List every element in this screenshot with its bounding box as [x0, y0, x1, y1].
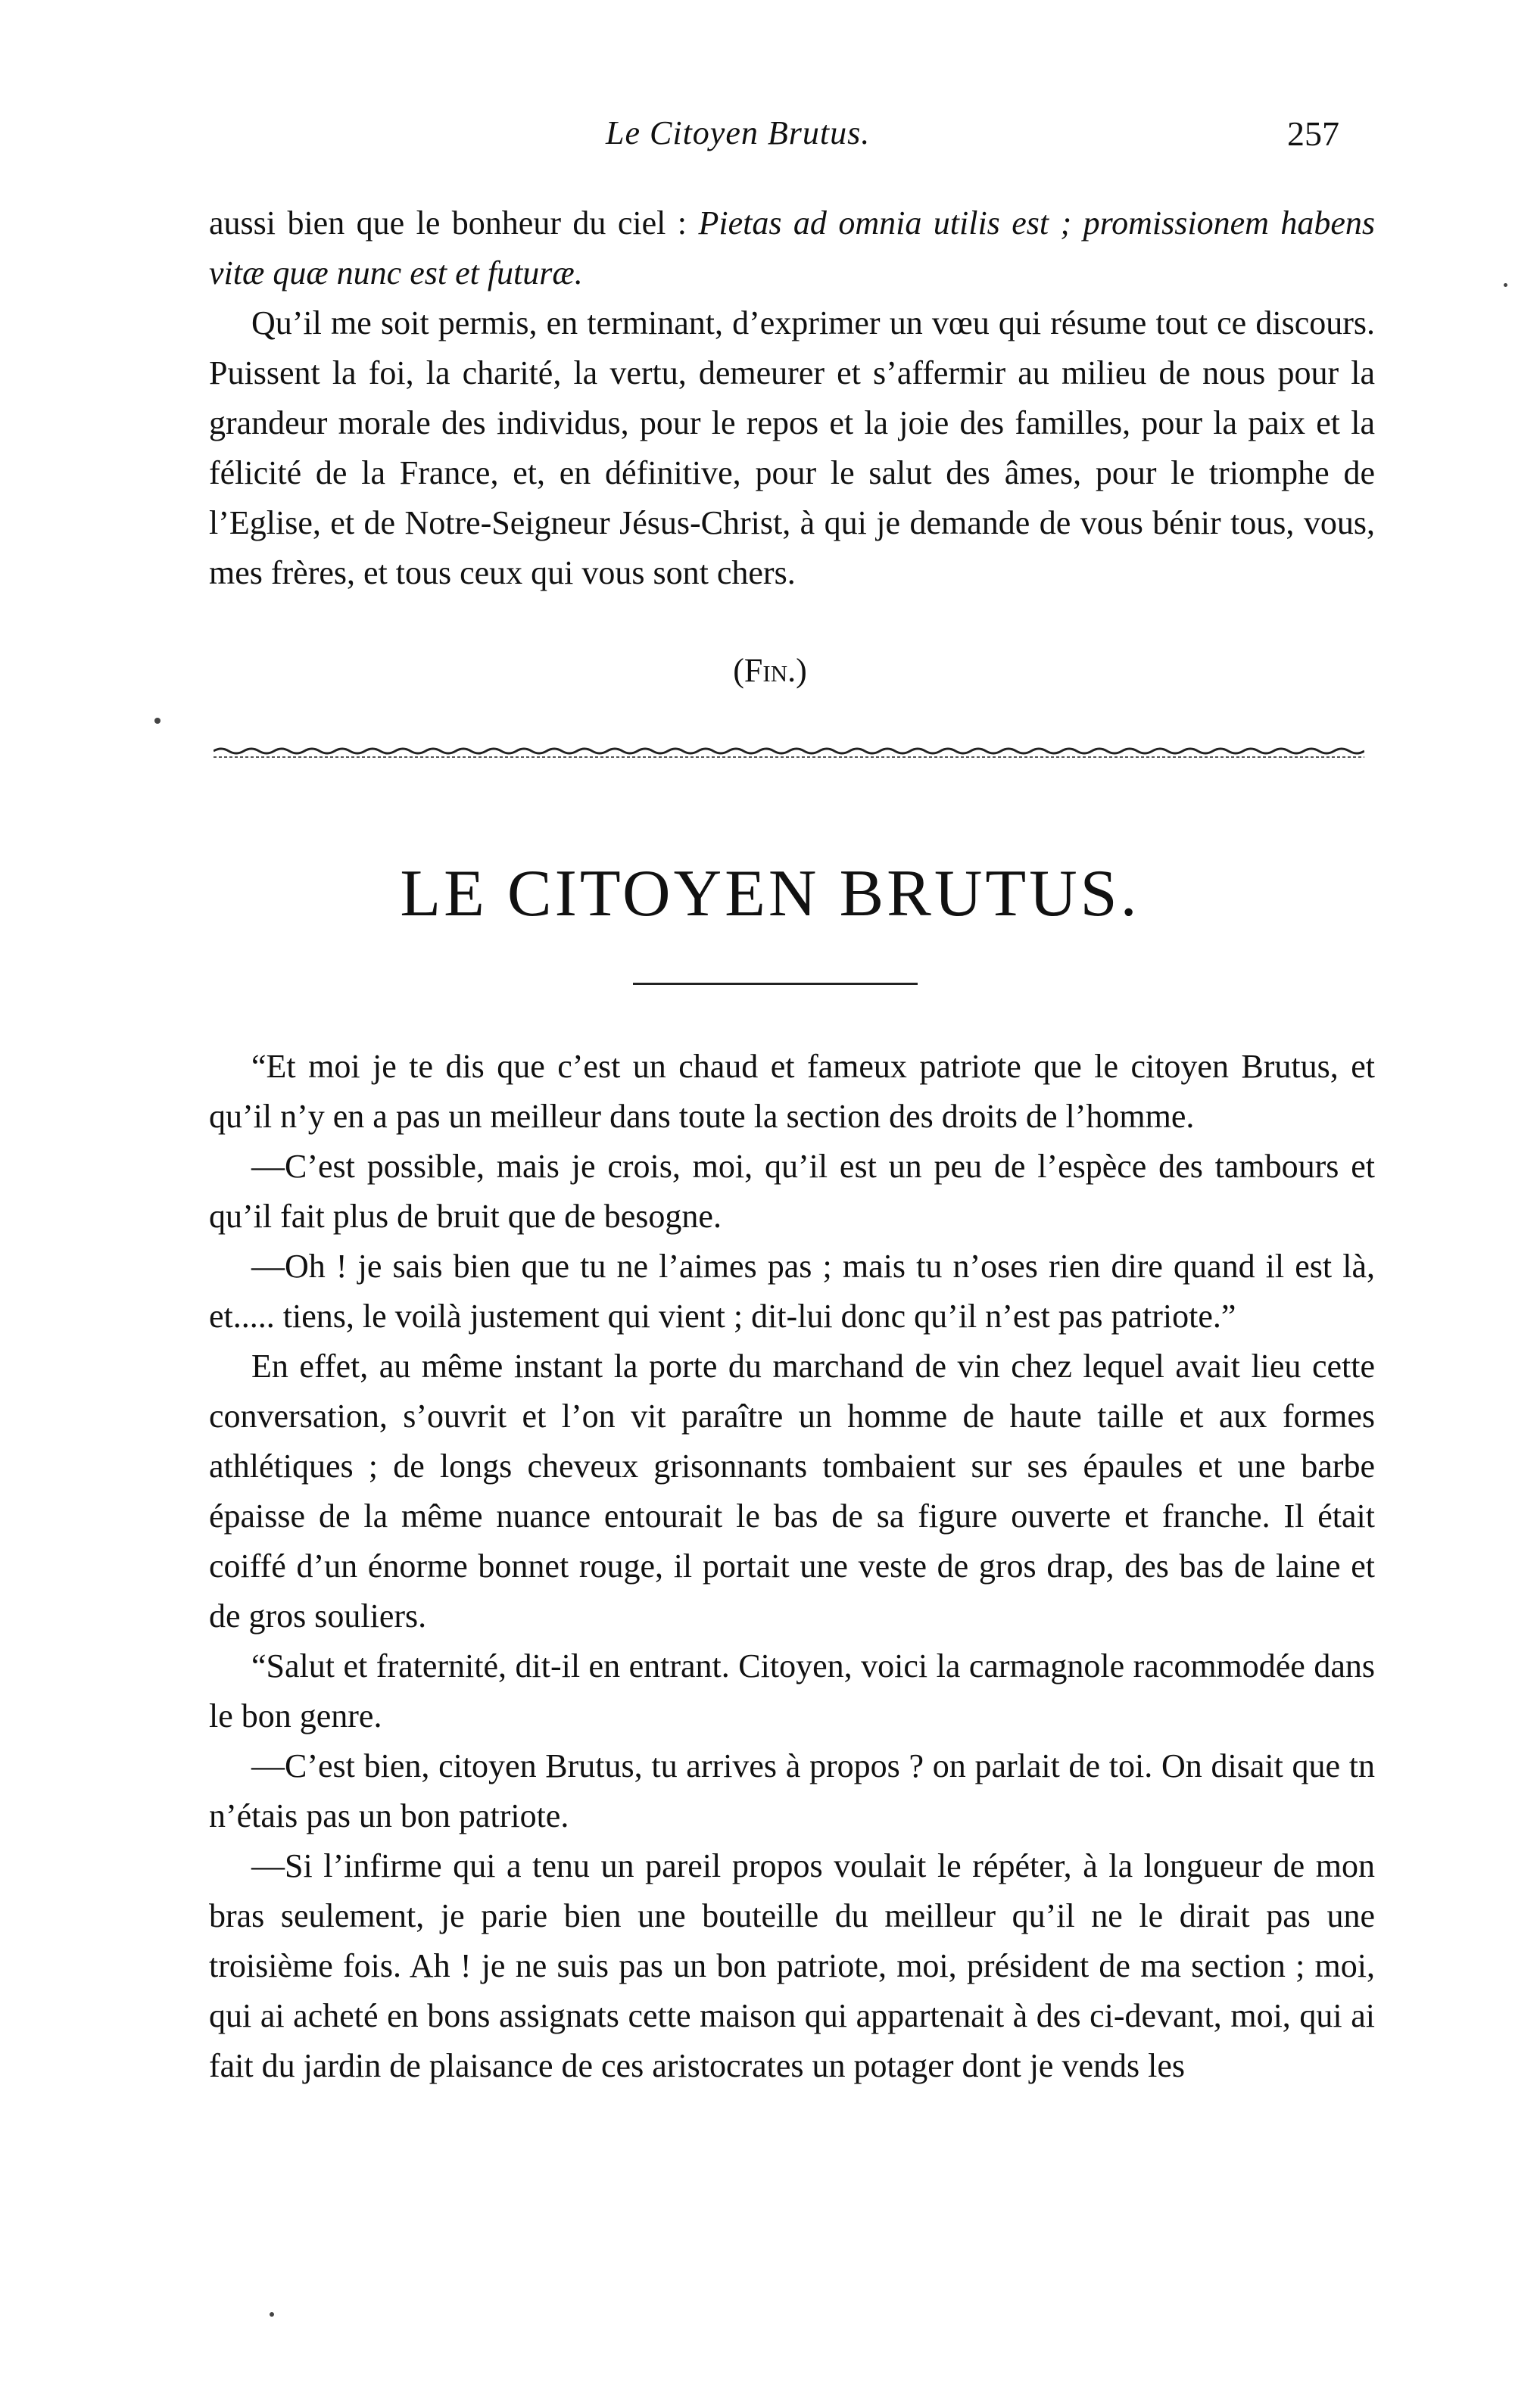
- paragraph: —Oh ! je sais bien que tu ne l’aimes pas ; mais tu n’oses rien dire quand il est là, et..... tiens, le voilà justement qui vient ; dit-lui donc qu’il n’est pas patriote.”: [209, 1248, 1375, 1335]
- running-head: Le Citoyen Brutus.: [606, 114, 871, 151]
- paragraph: —C’est bien, citoyen Brutus, tu arrives à propos ? on parlait de toi. On disait que tn n’étais pas un bon patriote.: [209, 1747, 1375, 1834]
- chapter-body: [209, 1042, 1375, 2091]
- page-number: 257: [1287, 114, 1339, 153]
- ornamental-rule: [214, 743, 1364, 765]
- ink-speck: [270, 2312, 274, 2317]
- ink-speck: [154, 718, 161, 724]
- title-underline: [633, 983, 918, 985]
- sermon-closing-sentence: [209, 198, 1375, 298]
- previous-piece-ending: [209, 198, 1375, 598]
- end-mark-text: (Fin.): [733, 652, 807, 689]
- paragraph: “Salut et fraternité, dit-il en entrant. Citoyen, voici la carmagnole racommodée dans le bon genre.: [209, 1647, 1375, 1734]
- ink-speck: [1504, 283, 1507, 287]
- sermon-final-paragraph: Qu’il me soit permis, en terminant, d’exprimer un vœu qui résume tout ce discours. Puissent la foi, la charité, la vertu, demeurer et s’affermir au milieu de nous pour la grandeur morale des individus, pour le repos et la joie des familles, pour la paix et la félicité de la France, et, en définitive, pour le salut des âmes, pour le triomphe de l’Eglise, et de Notre-Seigneur Jésus-Christ, à qui je demande de vous bénir tous, vous, mes frères, et tous ceux qui vous sont chers.: [209, 304, 1375, 591]
- lead-text: aussi bien que le bonheur du ciel :: [209, 204, 699, 242]
- paragraph: —C’est possible, mais je crois, moi, qu’il est un peu de l’espèce des tambours et qu’il fait plus de bruit que de besogne.: [209, 1148, 1375, 1235]
- end-mark: [0, 651, 1540, 690]
- paragraph: —Si l’infirme qui a tenu un pareil propos voulait le répéter, à la longueur de mon bras seulement, je parie bien une bouteille du meilleur qu’il ne le dirait pas une troisième fois. Ah ! je ne suis pas un bon patriote, moi, président de ma section ; moi, qui ai acheté en bons assignats cette maison qui appartenait à des ci-devant, moi, qui ai fait du jardin de plaisance de ces aristocrates un potager dont je vends les: [209, 1847, 1375, 2084]
- chapter-title: LE CITOYEN BRUTUS.: [400, 857, 1140, 930]
- paragraph: “Et moi je te dis que c’est un chaud et fameux patriote que le citoyen Brutus, et qu’il n’y en a pas un meilleur dans toute la section des droits de l’homme.: [209, 1048, 1375, 1135]
- latin-quote: Pietas ad omnia utilis est ; promissionem habens vitæ quæ nunc est et futuræ.: [209, 204, 1375, 291]
- paragraph: En effet, au même instant la porte du marchand de vin chez lequel avait lieu cette conversation, s’ouvrit et l’on vit paraître un homme de haute taille et aux formes athlétiques ; de longs cheveux grisonnants tombaient sur ses épaules et une barbe épaisse de la même nuance entourait le bas de sa figure ouverte et franche. Il était coiffé d’un énorme bonnet rouge, il portait une veste de gros drap, des bas de laine et de gros souliers.: [209, 1348, 1375, 1635]
